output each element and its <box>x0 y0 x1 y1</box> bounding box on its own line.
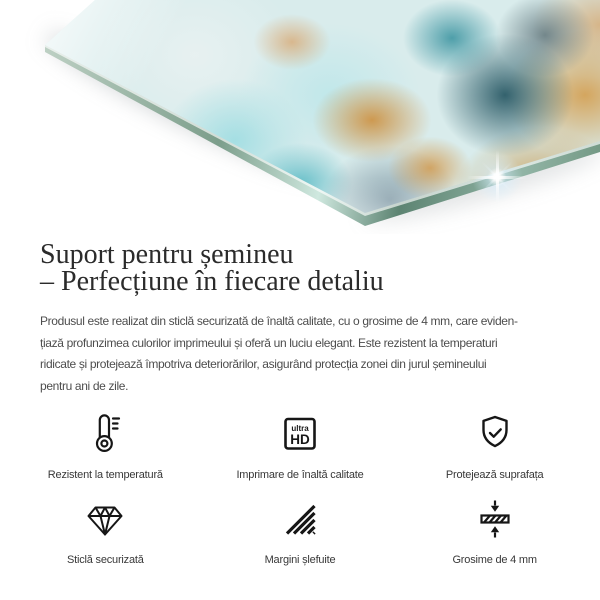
features-grid <box>8 411 592 567</box>
feature-label: Imprimare de înaltă calitate <box>236 469 364 481</box>
thickness-icon <box>473 496 517 542</box>
title-line-2: – Perfecțiune în fiecare detaliu <box>40 266 384 297</box>
shield-check-icon <box>473 411 517 457</box>
page-title <box>40 241 560 295</box>
ultra-hd-badge-bottom: HD <box>290 432 310 447</box>
sparkle-icon <box>467 147 527 207</box>
feature-thickness <box>397 496 592 567</box>
description-line: Produsul este realizat din sticlă securizată de înaltă calitate, cu o grosime de 4 mm, care eviden- <box>40 314 518 328</box>
feature-tempered-glass <box>8 496 203 567</box>
feature-protection <box>397 411 592 482</box>
ultra-hd-badge-top: ultra <box>291 424 309 433</box>
feature-label: Protejează suprafața <box>445 469 544 481</box>
title-line-1: Suport pentru șemineu <box>40 239 294 270</box>
feature-print-quality <box>203 411 398 482</box>
feature-polished-edges <box>203 496 398 567</box>
description-line: ridicate și protejează împotriva deteriorărilor, asigurând protecția zonei din jurul șemineului <box>40 357 487 371</box>
feature-label: Margini șlefuite <box>264 554 336 566</box>
feature-label: Grosime de 4 mm <box>452 554 537 566</box>
description-line: pentru ani de zile. <box>40 378 129 393</box>
feature-label: Sticlă securizată <box>66 554 144 566</box>
product-description <box>40 311 570 397</box>
product-photo <box>0 0 600 234</box>
thermometer-icon <box>83 411 127 457</box>
polished-edges-icon <box>278 496 322 542</box>
feature-label: Rezistent la temperatură <box>47 469 163 481</box>
description-line: țiază profunzimea culorilor imprimeului și oferă un luciu elegant. Este rezistent la temperaturi <box>40 335 498 350</box>
ultra-hd-icon <box>278 411 322 457</box>
diamond-icon <box>83 496 127 542</box>
feature-temperature <box>8 411 203 482</box>
